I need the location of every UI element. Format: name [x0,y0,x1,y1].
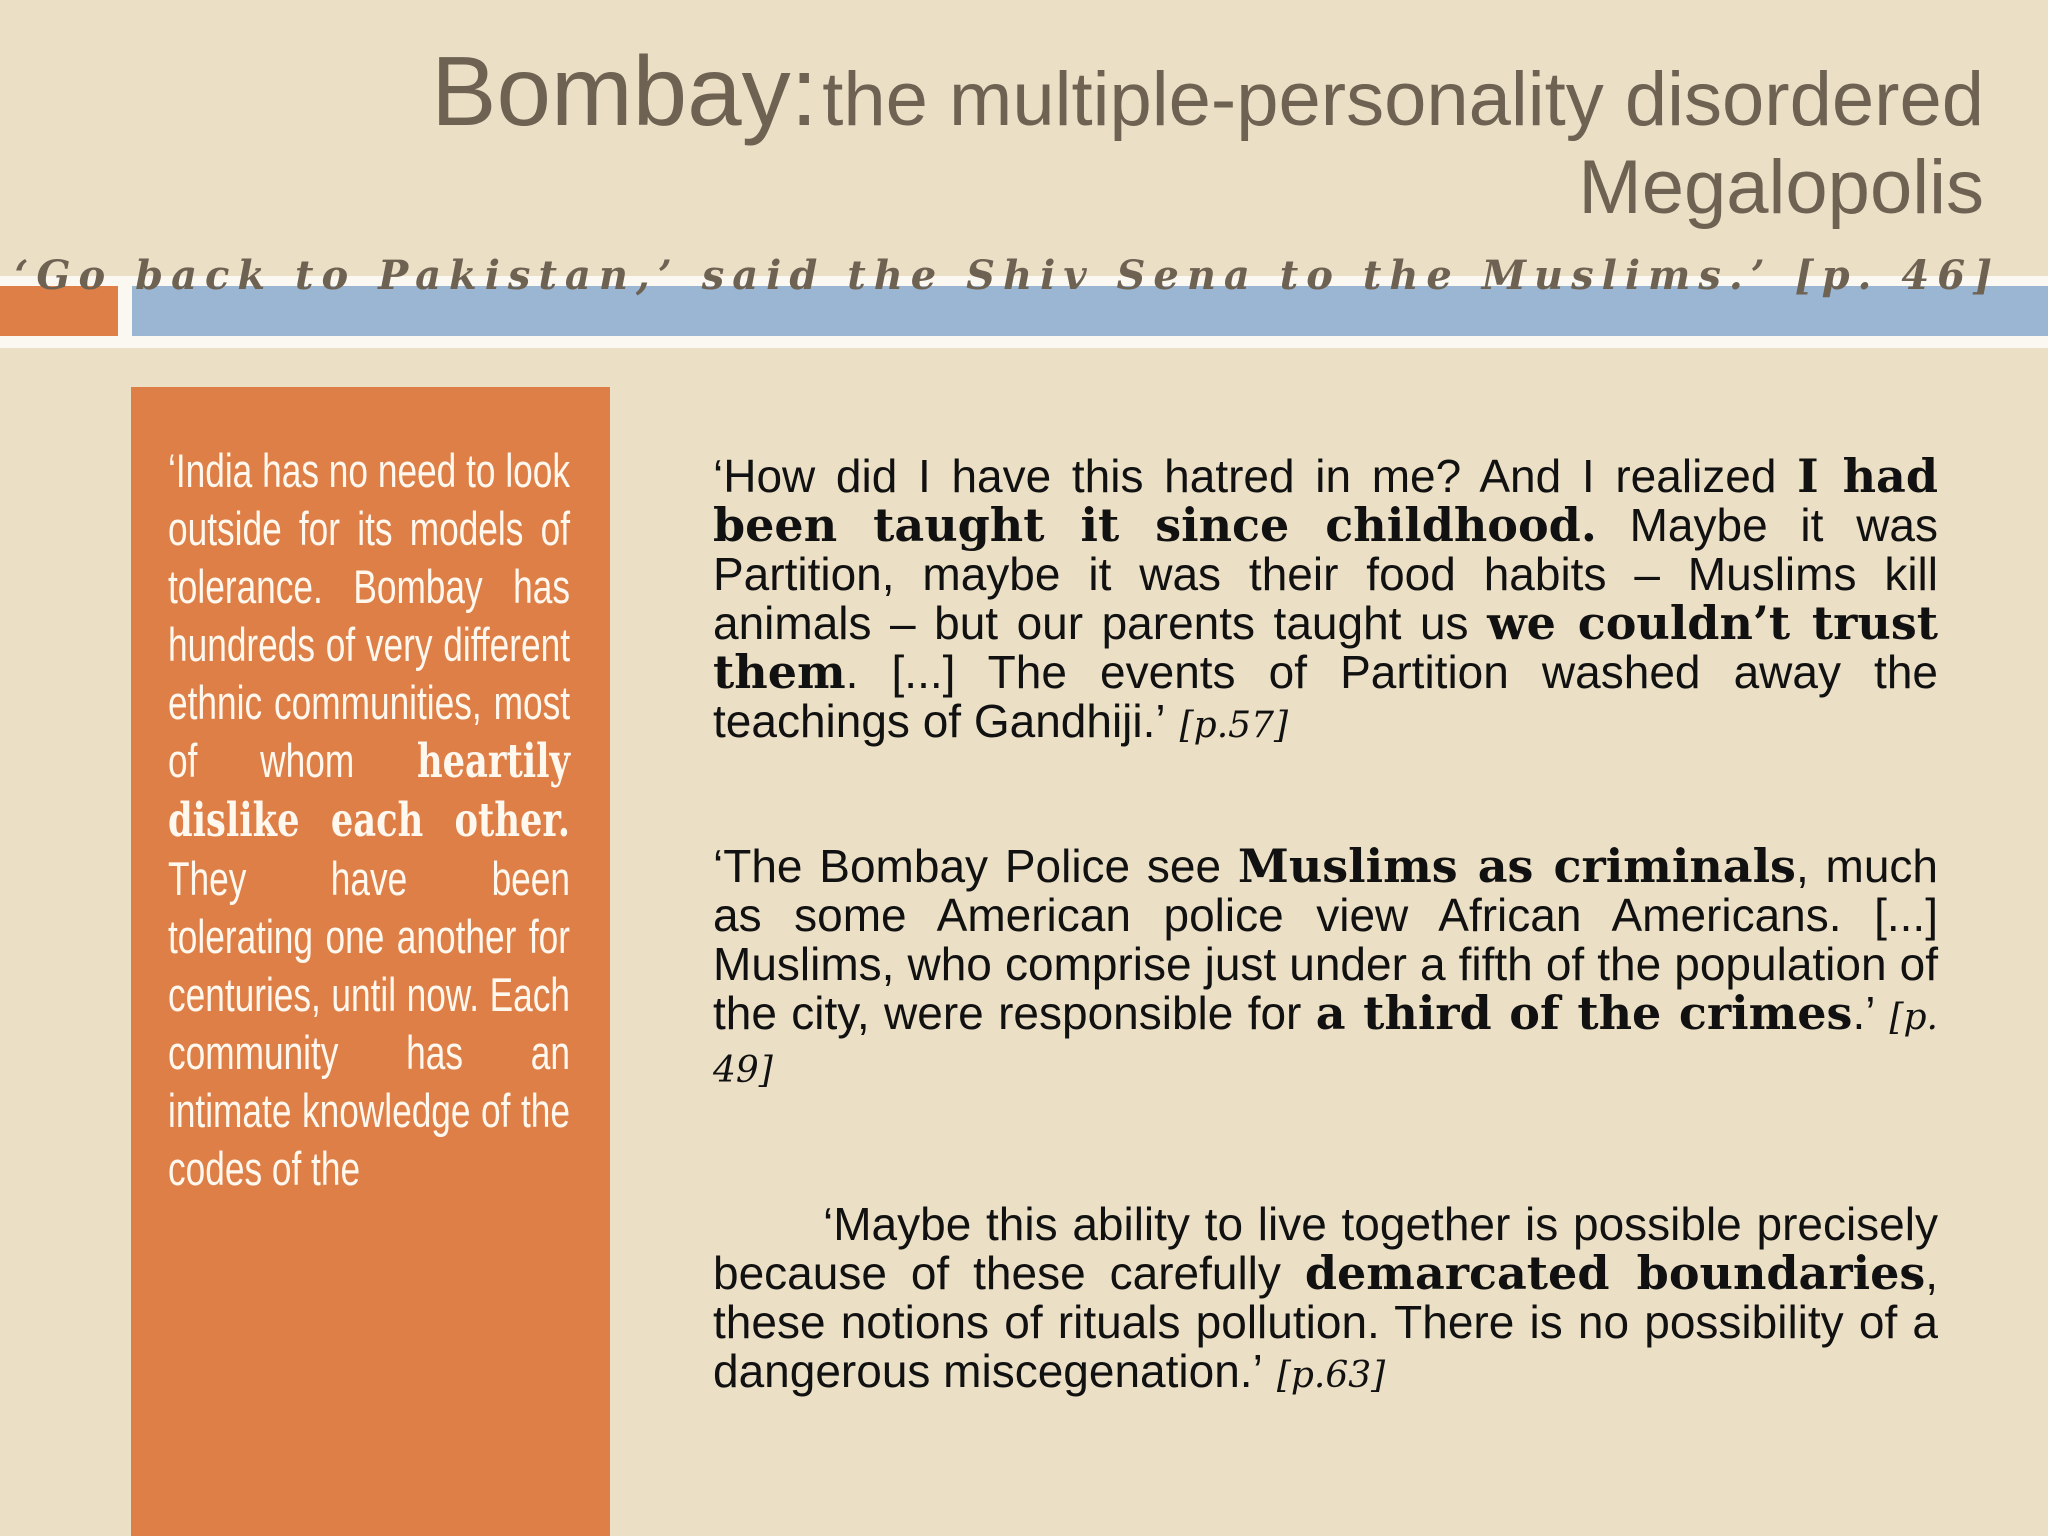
quote-1-text-2: Maybe it was Partition, maybe it was their food habits – Muslims kill animals – but our parents taught us [713,499,1938,649]
quote-2-bold-1: Muslims as criminals [1237,839,1796,893]
quote-1-text-1: ‘How did I have this hatred in me? And I realized [713,450,1777,502]
quote-2 [713,839,1939,1095]
quote-2-text-2: , much as some American police view African Americans. [...] Muslims, who comprise just under a fifth of the population of the city, were responsible for [713,840,1939,1039]
sidebar-quote-text [168,442,570,1198]
quote-3-text-1: ‘Maybe this ability to live together is possible precisely because of these carefully [713,1198,1938,1299]
quotes-column [713,449,1939,1400]
slide-title [224,36,1984,230]
quote-3 [713,1200,1938,1400]
slide-subtitle: ‘Go back to Pakistan,’ said the Shiv Sena to the Muslims.’ [p. 46] [14,252,2000,299]
quote-2-text-1: ‘The Bombay Police see [713,840,1222,892]
quote-2-bold-2: a third of the crimes [1315,986,1853,1040]
title-main: Bombay: [431,36,818,146]
quote-1 [713,449,1939,750]
sidebar-quote-box [131,387,610,1536]
quote-1-citation: [p.57] [1179,705,1289,746]
quote-2-citation: [p. 49] [713,997,1938,1091]
quote-3-bold-1: demarcated boundaries [1304,1246,1926,1300]
quote-1-text-3: . [...] The events of Partition washed away the teachings of Gandhiji.’ [713,646,1938,747]
quote-1-bold-1: I had been taught it since childhood. [713,449,1938,552]
quote-3-text-2: , these notions of rituals pollution. There is no possibility of a dangerous miscegenation.’ [713,1247,1939,1397]
quote-2-text-3: .’ [1852,987,1876,1039]
quote-3-citation: [p.63] [1276,1355,1386,1396]
sidebar-bold-1: heartily dislike each other. [168,734,570,848]
title-rest: the multiple-personality disordered [822,57,1984,142]
sidebar-text-2: They have been tolerating one another for centuries, until now. Each community has an intimate knowledge of the codes of the [168,852,570,1195]
title-line2: Megalopolis [1578,144,1984,230]
sidebar-text-1: ‘India has no need to look outside for its models of tolerance. Bombay has hundreds of very different ethnic communities, most of whom [168,444,570,787]
quote-1-bold-2: we couldn’t trust them [713,596,1939,699]
